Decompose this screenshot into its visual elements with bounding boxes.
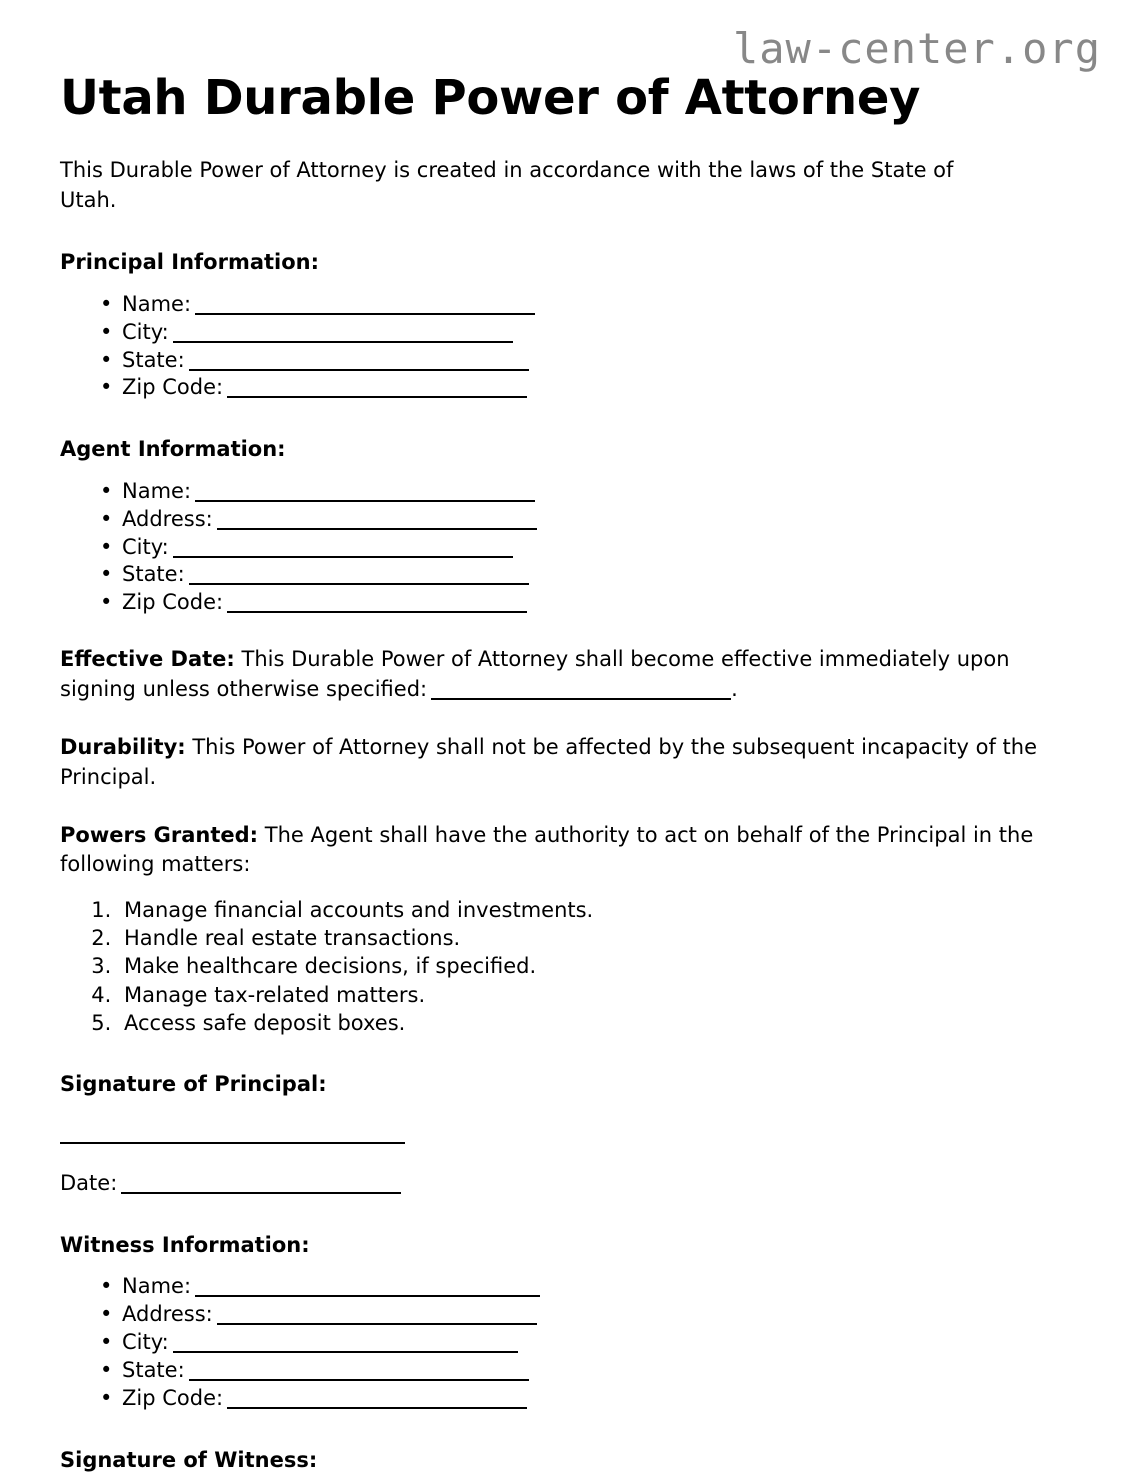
effective-date-label: Effective Date:: [60, 647, 235, 672]
agent-information-heading: Agent Information:: [60, 437, 286, 462]
powers-granted-text: The Agent shall have the authority to act on behalf of the Principal in the following matters:: [60, 822, 1034, 877]
principal-date-blank-line[interactable]: [121, 1192, 401, 1194]
field-blank-line[interactable]: [217, 1323, 537, 1325]
field-label: Address:: [122, 506, 213, 531]
witness-information-heading: Witness Information:: [60, 1232, 310, 1257]
list-item: 4. Manage tax-related matters.: [118, 981, 1073, 1009]
list-item: [94, 347, 1073, 375]
field-label: City:: [122, 534, 169, 559]
list-item: [94, 319, 1073, 347]
principal-signature-line[interactable]: [60, 1142, 405, 1144]
list-item: 1. Manage financial accounts and investments.: [118, 896, 1073, 924]
principal-information-fields: [60, 291, 1073, 403]
field-blank-line[interactable]: [189, 583, 529, 585]
signature-of-principal-heading: Signature of Principal:: [60, 1071, 327, 1096]
site-watermark: law-center.org: [732, 24, 1101, 73]
durability-paragraph: [60, 733, 1070, 793]
effective-date-paragraph: [60, 645, 1070, 705]
list-item: [94, 534, 1073, 562]
list-item: 3. Make healthcare decisions, if specified.: [118, 952, 1073, 980]
list-item: [94, 1301, 1073, 1329]
effective-date-blank-line[interactable]: [431, 698, 731, 700]
field-label: Zip Code:: [122, 1385, 224, 1410]
effective-date-text: This Durable Power of Attorney shall become effective immediately upon signing unless otherwise specified:: [60, 647, 1010, 702]
durability-label: Durability:: [60, 734, 186, 759]
field-label: City:: [122, 1330, 169, 1355]
field-blank-line[interactable]: [227, 1407, 527, 1409]
field-blank-line[interactable]: [195, 500, 535, 502]
field-blank-line[interactable]: [173, 1351, 518, 1353]
list-item: [94, 561, 1073, 589]
field-label: State:: [122, 562, 185, 587]
field-blank-line[interactable]: [195, 1295, 540, 1297]
field-label: Name:: [122, 291, 192, 316]
principal-date-row: [60, 1170, 1073, 1198]
list-item: 5. Access safe deposit boxes.: [118, 1009, 1073, 1037]
witness-information-fields: [60, 1273, 1073, 1413]
field-blank-line[interactable]: [195, 313, 535, 315]
list-item: [94, 1385, 1073, 1413]
effective-date-period: .: [731, 677, 738, 702]
list-item: 2. Handle real estate transactions.: [118, 924, 1073, 952]
field-label: Name:: [122, 478, 192, 503]
list-item: [94, 291, 1073, 319]
durability-text: This Power of Attorney shall not be affected by the subsequent incapacity of the Principal.: [60, 734, 1038, 789]
agent-information-fields: [60, 478, 1073, 618]
signature-of-witness-heading: Signature of Witness:: [60, 1447, 318, 1472]
principal-information-heading: Principal Information:: [60, 250, 320, 275]
field-blank-line[interactable]: [173, 556, 513, 558]
intro-paragraph: This Durable Power of Attorney is created in accordance with the laws of the State of Utah.: [60, 157, 954, 212]
list-item: [94, 374, 1073, 402]
list-item: [94, 1273, 1073, 1301]
field-blank-line[interactable]: [227, 611, 527, 613]
field-label: Zip Code:: [122, 590, 224, 615]
list-item: [94, 506, 1073, 534]
list-item: [94, 478, 1073, 506]
field-label: State:: [122, 1358, 185, 1383]
powers-granted-paragraph: [60, 821, 1070, 881]
field-label: City:: [122, 319, 169, 344]
field-blank-line[interactable]: [227, 396, 527, 398]
field-label: Name:: [122, 1274, 192, 1299]
field-label: Address:: [122, 1302, 213, 1327]
field-label: State:: [122, 347, 185, 372]
powers-granted-label: Powers Granted:: [60, 822, 259, 847]
field-blank-line[interactable]: [173, 341, 513, 343]
field-label: Zip Code:: [122, 375, 224, 400]
date-label: Date:: [60, 1171, 118, 1196]
list-item: [94, 1357, 1073, 1385]
list-item: [94, 589, 1073, 617]
field-blank-line[interactable]: [189, 1379, 529, 1381]
powers-granted-list: [60, 896, 1073, 1037]
field-blank-line[interactable]: [189, 369, 529, 371]
field-blank-line[interactable]: [217, 528, 537, 530]
page-title: Utah Durable Power of Attorney: [60, 70, 921, 126]
list-item: [94, 1329, 1073, 1357]
